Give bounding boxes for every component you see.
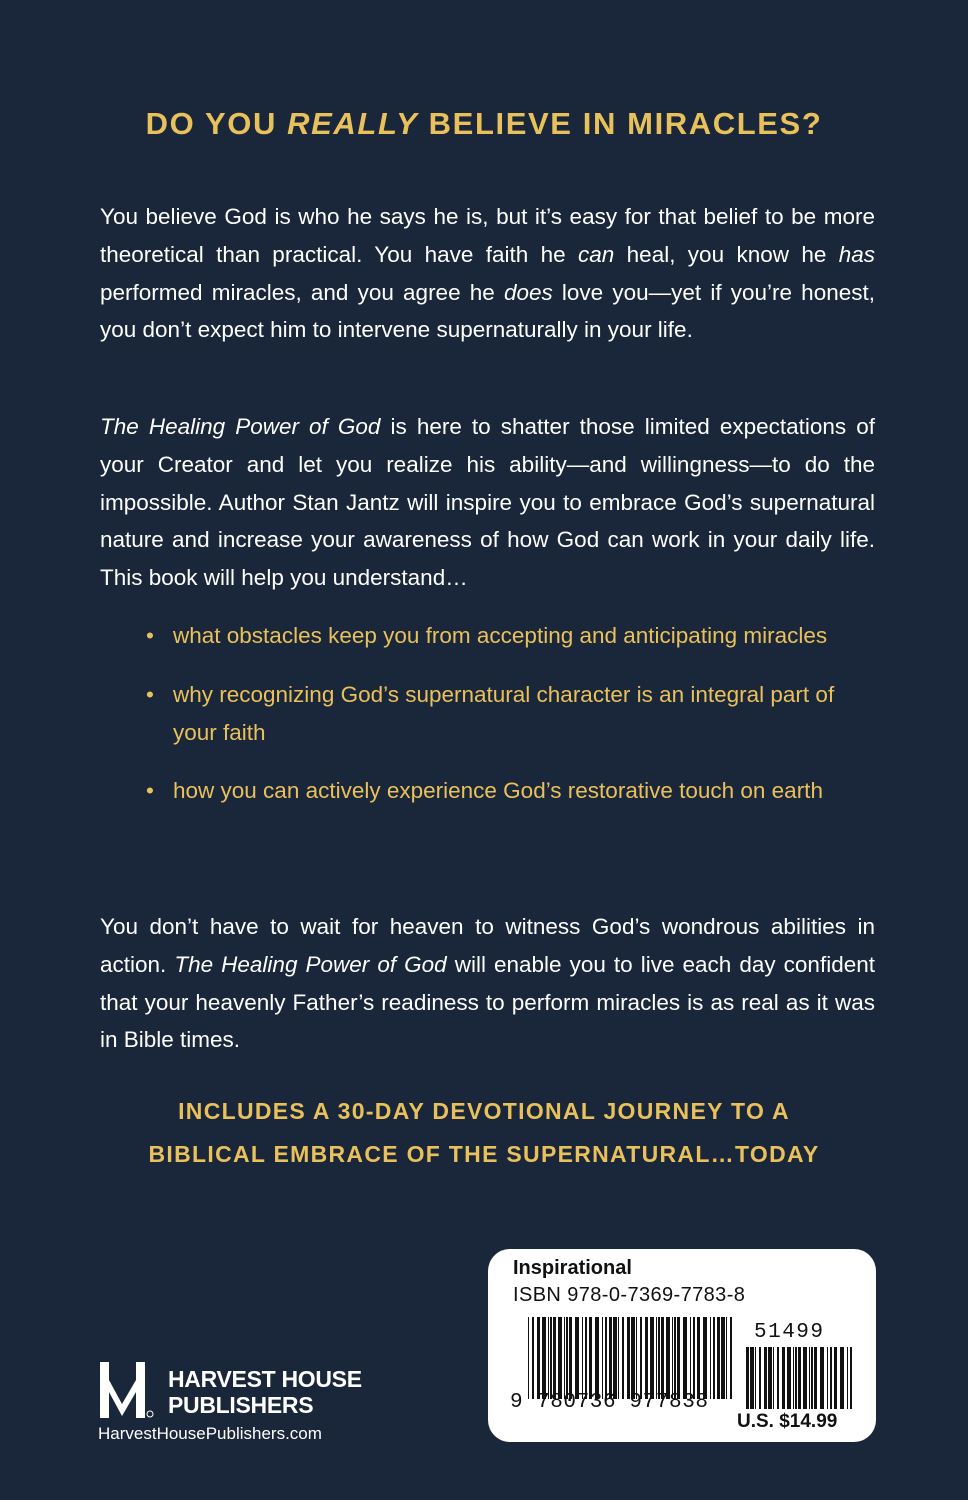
callout-line-1: INCLUDES A 30-DAY DEVOTIONAL JOURNEY TO A: [178, 1098, 790, 1124]
barcode-bar: [566, 1317, 568, 1399]
barcode-bar: [605, 1317, 607, 1399]
barcode-bar: [550, 1317, 552, 1399]
barcode-bar: [569, 1317, 572, 1399]
bullet-icon: •: [146, 778, 154, 804]
barcode-bar: [726, 1317, 727, 1399]
barcode-bar: [768, 1347, 772, 1409]
barcode-bar: [746, 1347, 749, 1409]
barcode-bar: [721, 1317, 725, 1399]
barcode-bar: [683, 1317, 687, 1399]
barcode-bar: [840, 1347, 844, 1409]
barcode-bar: [602, 1317, 603, 1399]
barcode-bar: [658, 1317, 660, 1399]
barcode-bar: [850, 1347, 852, 1409]
headline: DO YOU REALLY BELIEVE IN MIRACLES?: [145, 106, 823, 141]
barcode-bar: [713, 1317, 715, 1399]
barcode-bar: [782, 1347, 785, 1409]
barcode-bar: [661, 1317, 664, 1399]
barcode-bar: [674, 1317, 676, 1399]
barcode-bar: [690, 1317, 691, 1399]
barcode-bar: [798, 1347, 801, 1409]
barcode-bar: [609, 1317, 612, 1399]
barcode-bar: [803, 1347, 807, 1409]
barcode-bar: [618, 1317, 619, 1399]
barcode-bar: [795, 1347, 797, 1409]
barcode-bar: [814, 1347, 817, 1409]
barcode-label: [488, 1249, 876, 1442]
barcode-bar: [585, 1317, 587, 1399]
barcode-bar: [827, 1347, 828, 1409]
barcode-bar: [537, 1317, 540, 1399]
barcode-bar: [553, 1317, 556, 1399]
barcode-bar: [532, 1317, 534, 1399]
publisher-logo: [98, 1360, 398, 1450]
barcode-bar: [759, 1347, 761, 1409]
barcode-bar: [809, 1347, 810, 1409]
publisher-url: HarvestHousePublishers.com: [98, 1424, 322, 1443]
barcode-bar: [622, 1317, 624, 1399]
barcode-bar: [710, 1317, 711, 1399]
category: Inspirational: [513, 1257, 632, 1279]
bullet-icon: •: [146, 681, 154, 707]
barcode-bar: [773, 1347, 774, 1409]
barcode-bar: [666, 1317, 670, 1399]
closing-paragraph: You don’t have to wait for heaven to witness God’s wondrous abilities in action. The Healing Power of God will enable you to live each day confident that your heavenly Father’s readiness to perform miracles is as real as it was in Bible times.: [100, 914, 875, 1053]
barcode-bar: [847, 1347, 848, 1409]
barcode-bar: [656, 1317, 657, 1399]
barcode-bar: [582, 1317, 583, 1399]
publisher-logo-icon: [98, 1360, 154, 1422]
list-item: • why recognizing God’s supernatural character is an integral part of your faith: [146, 676, 846, 752]
benefits-list: [146, 617, 846, 831]
barcode-digits: 780736 977838: [537, 1391, 709, 1414]
callout-line-2: BIBLICAL EMBRACE OF THE SUPERNATURAL…TODAY: [148, 1141, 820, 1167]
price: U.S. $14.99: [737, 1411, 838, 1432]
barcode-bar: [548, 1317, 549, 1399]
barcode-bar: [627, 1317, 630, 1399]
barcode-bar: [730, 1317, 732, 1399]
barcode-bar: [764, 1347, 767, 1409]
barcode-bar: [650, 1317, 654, 1399]
barcode-bar: [640, 1317, 642, 1399]
barcode-bar: [613, 1317, 617, 1399]
book-title: The Healing Power of God: [174, 951, 447, 977]
barcode-bar: [697, 1317, 700, 1399]
publisher-name: HARVEST HOUSE PUBLISHERS: [168, 1366, 362, 1418]
barcode-bar: [595, 1317, 599, 1399]
list-item: • what obstacles keep you from accepting and anticipating miracles: [146, 617, 846, 655]
barcode-bar: [787, 1347, 791, 1409]
bullet-icon: •: [146, 623, 154, 648]
barcode-bar: [589, 1317, 592, 1399]
barcode-leading-digit: 9: [510, 1391, 523, 1414]
barcode-bar: [777, 1347, 779, 1409]
barcode-bar: [564, 1317, 565, 1399]
barcode-bar: [528, 1317, 529, 1399]
list-item: • how you can actively experience God’s restorative touch on earth: [146, 772, 846, 810]
barcode-bar: [645, 1317, 648, 1399]
barcode-bar: [820, 1347, 824, 1409]
barcode-bar: [793, 1347, 794, 1409]
barcode-bar: [558, 1317, 562, 1399]
barcode-bar: [636, 1317, 637, 1399]
intro-paragraph: You believe God is who he says he is, but it’s easy for that belief to be more theoretical than practical. You have faith he can heal, you know he has performed miracles, and you agree he does love you—yet if you’re honest, you don’t expect him to intervene supernaturally in your life.: [100, 204, 875, 343]
barcode-bar: [717, 1317, 720, 1399]
barcode-bar: [542, 1317, 546, 1399]
book-title: The Healing Power of God: [100, 414, 381, 439]
barcode-bar: [631, 1317, 635, 1399]
description-paragraph: The Healing Power of God is here to shatter those limited expectations of your Creator and let you realize his ability—and willingness—to do the impossible. Author Stan Jantz will inspire you to embrace God’s supernatural nature and increase your awareness of how God can work in your daily life. This book will help you understand…: [100, 414, 875, 591]
barcode-bar: [755, 1347, 756, 1409]
barcode-addon-digits: 51499: [754, 1321, 825, 1344]
barcode-bar: [693, 1317, 695, 1399]
barcode-bar: [750, 1347, 754, 1409]
barcode-bar: [677, 1317, 680, 1399]
isbn: ISBN 978-0-7369-7783-8: [513, 1284, 746, 1306]
barcode-bar: [575, 1317, 579, 1399]
barcode-bar: [830, 1347, 832, 1409]
barcode-bar: [703, 1317, 707, 1399]
barcode-bar: [672, 1317, 673, 1399]
barcode-bar: [811, 1347, 813, 1409]
barcode-bar: [834, 1347, 837, 1409]
